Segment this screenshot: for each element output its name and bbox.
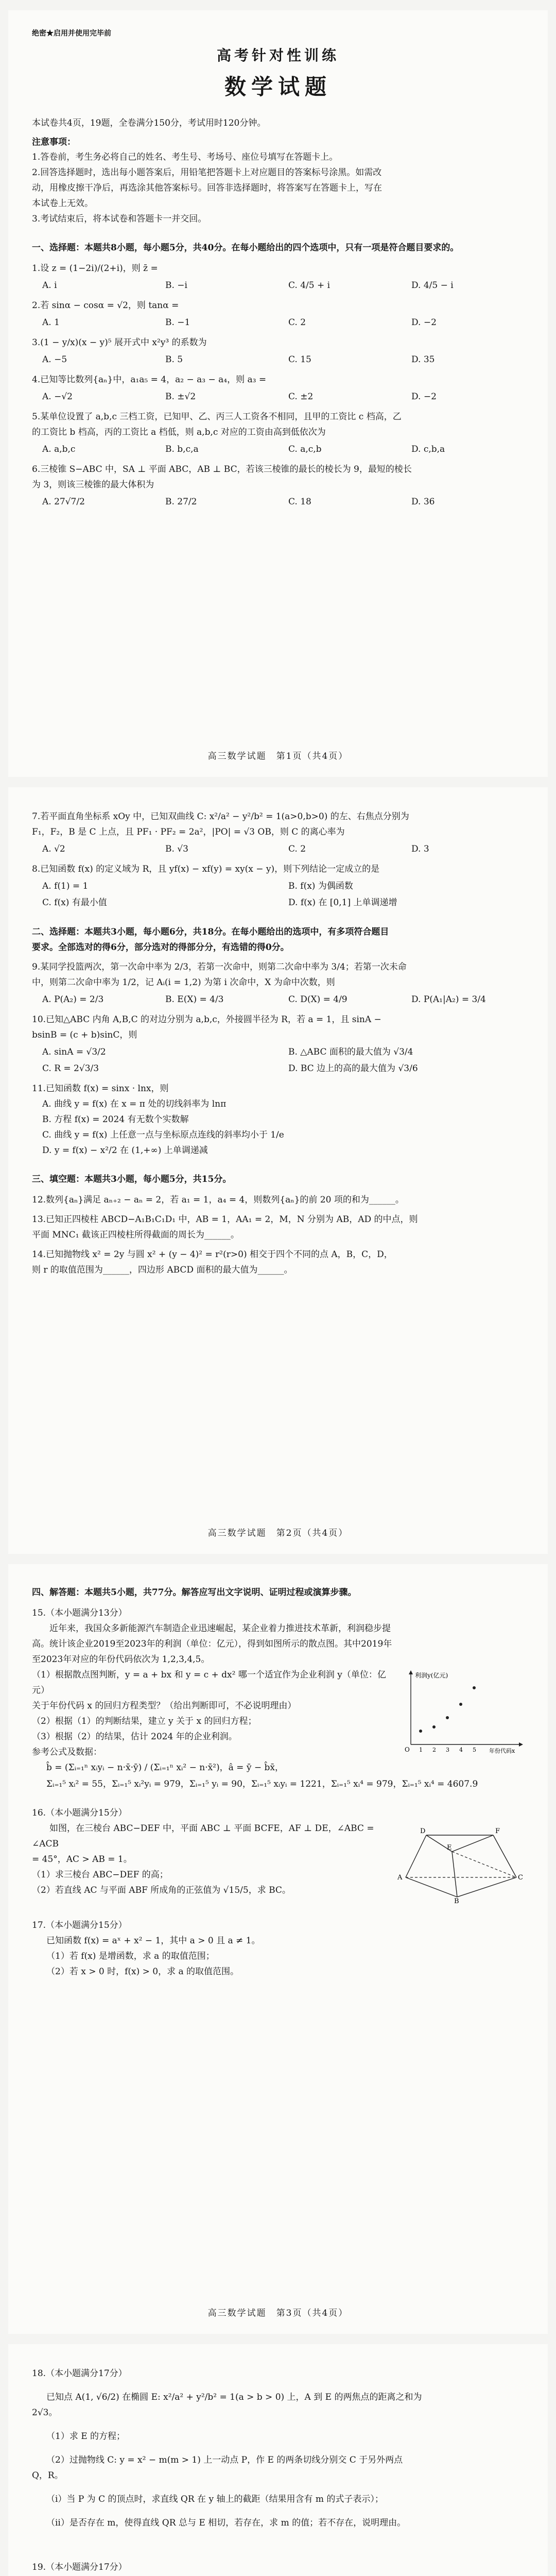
option: D. 4/5 − i — [411, 280, 454, 291]
option: B. −i — [165, 280, 187, 291]
question-10-options — [32, 1044, 524, 1077]
option: B. ±√2 — [165, 392, 196, 402]
option: A. √2 — [42, 844, 65, 854]
question-10: 10.已知△ABC 内角 A,B,C 的对边分别为 a,b,c，外接圆半径为 R，若 a = 1，且 sinA − — [32, 1014, 381, 1025]
question-15-line: （1）根据散点图判断，y = a + bx 和 y = c + dx² 哪一个适宜作为企业利润 y（单位：亿元） — [32, 1670, 386, 1696]
page-4 — [8, 2344, 548, 2576]
scatter-point — [459, 1703, 462, 1706]
section-title: 一、选择题：本题共8小题，每小题5分，共40分。在每小题给出的四个选项中，只有一项是符合题目要求的。 — [32, 243, 459, 253]
option: A. 1 — [42, 317, 60, 328]
question-6-cont: 为 3，则该三棱锥的最大体积为 — [32, 480, 154, 490]
question-2: 2.若 sinα − cosα = √2，则 tanα = — [32, 300, 179, 311]
section-title: 二、选择题：本题共3小题，每小题6分，共18分。在每小题给出的选项中，有多项符合题目 — [32, 927, 389, 937]
question-4-options — [32, 388, 524, 405]
question-15-line: 参考公式及数据： — [32, 1747, 102, 1757]
x-tick: 3 — [446, 1747, 449, 1753]
question-8: 8.已知函数 f(x) 的定义域为 R，且 yf(x) − xf(y) = xy(x − y)，则下列结论一定成立的是 — [32, 864, 380, 874]
option: A. −√2 — [42, 392, 73, 402]
question-18-line: （1）求 E 的方程； — [46, 2431, 126, 2442]
question-8-options — [32, 878, 524, 911]
note-line: 动，用橡皮擦干净后，再选涂其他答案标号。回答非选择题时，将答案写在答题卡上，写在 — [32, 183, 382, 193]
vertex-label: A — [397, 1874, 403, 1882]
question-1: 1.设 z = (1−2i)/(2+i)，则 z̄ = — [32, 263, 158, 274]
page-3 — [8, 1564, 548, 2334]
option: D. −2 — [411, 392, 437, 402]
section-title: 四、解答题：本题共5小题，共77分。解答应写出文字说明、证明过程或演算步骤。 — [32, 1587, 357, 1598]
option: B. f(x) 为偶函数 — [288, 881, 353, 891]
x-tick: 5 — [473, 1747, 476, 1753]
question-12: 12.数列{aₙ}满足 aₙ₊₂ − aₙ = 2，若 a₁ = 1，a₄ = 4，则数列{aₙ}的前 20 项的和为______。 — [32, 1195, 404, 1205]
page-footer: 高三数学试题 第3页（共4页） — [207, 2308, 349, 2318]
option: D. 36 — [411, 497, 435, 507]
question-2-options — [32, 314, 524, 331]
page-2 — [8, 787, 548, 1554]
option: C. 4/5 + i — [288, 280, 331, 291]
question-5-cont: 的工资比 b 档高，丙的工资比 a 档低，则 a,b,c 对应的工资由高到低依次为 — [32, 427, 326, 437]
option: A. P(A₂) = 2/3 — [42, 994, 104, 1005]
question-1-options — [32, 277, 524, 294]
question-15-line: 高。统计该企业2019至2023年的利润（单位：亿元），得到如图所示的散点图。其中2019年 — [32, 1639, 392, 1649]
question-16-body — [32, 1821, 524, 1905]
exam-subtitle: 数学试题 — [224, 74, 332, 99]
option: D. f(x) 在 [0,1] 上单调递增 — [288, 897, 397, 908]
x-tick: 4 — [459, 1747, 463, 1753]
question-10-cont: bsinB = (c + b)sinC，则 — [32, 1030, 137, 1040]
vertex-label: D — [420, 1827, 426, 1835]
option: C. ±2 — [288, 392, 314, 402]
option: D. y = f(x) − x²/2 在 (1,+∞) 上单调递减 — [42, 1145, 208, 1156]
question-7: 7.若平面直角坐标系 xOy 中，已知双曲线 C: x²/a² − y²/b² = 1(a>0,b>0) 的左、右焦点分别为 — [32, 811, 409, 822]
question-4: 4.已知等比数列{aₙ}中，a₁a₅ = 4，a₂ − a₃ − a₄，则 a₃ = — [32, 375, 267, 385]
option: A. i — [42, 280, 57, 291]
question-16-line: = 45°，AC > AB = 1。 — [32, 1854, 132, 1865]
option: B. b,c,a — [165, 444, 199, 454]
vertex-label: F — [495, 1827, 500, 1835]
option: A. 曲线 y = f(x) 在 x = π 处的切线斜率为 lnπ — [42, 1099, 227, 1109]
question-18-line: 已知点 A(1, √6/2) 在椭圆 E: x²/a² + y²/b² = 1(a > b > 0) 上，A 到 E 的两焦点的距离之和为 — [46, 2392, 422, 2402]
question-16-line: （2）若直线 AC 与平面 ABF 所成角的正弦值为 √15/5，求 BC。 — [32, 1885, 291, 1895]
question-16-head: 16.（本小题满分15分） — [32, 1808, 127, 1818]
note-line: 2.回答选择题时，选出每小题答案后，用铅笔把答题卡上对应题目的答案标号涂黑。如需改 — [32, 167, 382, 178]
question-18-line: （2）过抛物线 C: y = x² − m(m > 1) 上一动点 P，作 E 的两条切线分别交 C 于另外两点 — [46, 2455, 403, 2465]
question-15-line: 近年来，我国众多新能源汽车制造企业迅速崛起，某企业着力推进技术革新，利润稳步提 — [32, 1623, 391, 1634]
note-line: 本试卷上无效。 — [32, 198, 93, 209]
option: D. BC 边上的高的最大值为 √3/6 — [288, 1063, 418, 1074]
option: C. 18 — [288, 497, 311, 507]
note-line: 1.答卷前，考生务必将自己的姓名、考生号、考场号、座位号填写在答题卡上。 — [32, 152, 338, 162]
section-title-cont: 要求。全部选对的得6分，部分选对的得部分分，有选错的得0分。 — [32, 942, 289, 953]
vertex-label: C — [518, 1874, 523, 1882]
question-17-head: 17.（本小题满分15分） — [32, 1920, 127, 1930]
option: B. 27/2 — [165, 497, 197, 507]
frustum-figure — [395, 1821, 524, 1905]
question-18-line: Q，R。 — [32, 2470, 63, 2481]
option: A. f(1) = 1 — [42, 881, 89, 891]
secret-label: 绝密★启用并使用完毕前 — [32, 29, 111, 38]
option: A. 27√7/2 — [42, 497, 85, 507]
frustum-diagram — [395, 1821, 524, 1903]
option: C. 曲线 y = f(x) 上任意一点与坐标原点连线的斜率均小于 1/e — [42, 1130, 284, 1140]
page-footer: 高三数学试题 第1页（共4页） — [207, 751, 349, 761]
option: A. a,b,c — [42, 444, 76, 454]
option: D. P(A₁|A₂) = 3/4 — [411, 994, 486, 1005]
x-tick: 1 — [419, 1747, 423, 1753]
question-13: 13.已知正四棱柱 ABCD−A₁B₁C₁D₁ 中，AB = 1，AA₁ = 2，M，N 分别为 AB，AD 的中点，则 — [32, 1214, 418, 1225]
scatter-point — [432, 1725, 436, 1728]
option: C. 2 — [288, 844, 306, 854]
option: C. D(X) = 4/9 — [288, 994, 348, 1005]
option: B. △ABC 面积的最大值为 √3/4 — [288, 1047, 413, 1057]
question-18-head: 18.（本小题满分17分） — [32, 2368, 127, 2379]
question-17-line: （2）若 x > 0 时，f(x) > 0，求 a 的取值范围。 — [46, 1967, 239, 1977]
option: D. 35 — [411, 354, 435, 365]
option: D. −2 — [411, 317, 437, 328]
question-5: 5.某单位设置了 a,b,c 三档工资，已知甲、乙、丙三人工资各不相同，且甲的工资比 c 档高，乙 — [32, 412, 402, 422]
exam-title: 高考针对性训练 — [216, 47, 339, 64]
question-15-line: 关于年份代码 x 的回归方程类型？（给出判断即可，不必说明理由） — [32, 1701, 297, 1711]
question-16-line: 如图，在三棱台 ABC−DEF 中，平面 ABC ⊥ 平面 BCFE，AF ⊥ DE，∠ABC = ∠ACB — [32, 1823, 374, 1849]
question-19-head: 19.（本小题满分17分） — [32, 2562, 127, 2572]
option: B. −1 — [165, 317, 190, 328]
question-9-options — [32, 991, 524, 1008]
scatter-point — [473, 1686, 476, 1689]
option: D. c,b,a — [411, 444, 445, 454]
scatter-plot — [395, 1667, 524, 1755]
question-16-line: （1）求三棱台 ABC−DEF 的高； — [32, 1870, 168, 1880]
option: C. f(x) 有最小值 — [42, 897, 107, 908]
scatter-point — [446, 1716, 449, 1719]
option: C. a,c,b — [288, 444, 322, 454]
chart-ylabel: 利润y(亿元) — [415, 1672, 448, 1679]
page-1 — [8, 10, 548, 777]
question-18-line: （i）当 P 为 C 的顶点时，求直线 QR 在 y 轴上的截距（结果用含有 m 的式子表示）； — [46, 2494, 384, 2504]
note-line: 3.考试结束后，将本试卷和答题卡一并交回。 — [32, 214, 207, 224]
question-14: 14.已知抛物线 x² = 2y 与圆 x² + (y − 4)² = r²(r>0) 相交于四个不同的点 A，B，C，D， — [32, 1249, 393, 1260]
question-15-line: （3）根据（2）的结果，估计 2024 年的企业利润。 — [32, 1732, 237, 1742]
section-title: 三、填空题：本题共3小题，每小题5分，共15分。 — [32, 1174, 232, 1184]
option: B. √3 — [165, 844, 188, 854]
question-9: 9.某同学投篮两次，第一次命中率为 2/3，若第一次命中，则第二次命中率为 3/4；若第一次未命 — [32, 962, 407, 972]
question-17-line: （1）若 f(x) 是增函数，求 a 的取值范围； — [46, 1951, 215, 1961]
option: C. 15 — [288, 354, 311, 365]
x-tick: 2 — [432, 1747, 436, 1753]
reference-data: Σᵢ₌₁⁵ xᵢ² = 55，Σᵢ₌₁⁵ xᵢ²yᵢ = 979，Σᵢ₌₁⁵ yᵢ = 90，Σᵢ₌₁⁵ xᵢyᵢ = 1221，Σᵢ₌₁⁵ xᵢ⁴ = 979，Σᵢ₌₁⁵ xᵢ⁴ = 4607.9 — [46, 1779, 478, 1789]
regression-formula: b̂ = (Σᵢ₌₁ⁿ xᵢyᵢ − n·x̄·ȳ) / (Σᵢ₌₁ⁿ xᵢ² − n·x̄²)，â = ȳ − b̂x̄， — [46, 1762, 284, 1773]
question-6-options — [32, 494, 524, 510]
question-9-cont: 中，则第二次命中率为 1/2，记 Aᵢ(i = 1,2) 为第 i 次命中，X 为命中次数，则 — [32, 977, 335, 988]
chart-origin: O — [405, 1746, 410, 1753]
question-7-options — [32, 841, 524, 857]
question-18-line: 2√3。 — [32, 2408, 58, 2418]
question-15-line: （2）根据（1）的判断结果，建立 y 关于 x 的回归方程； — [32, 1716, 257, 1726]
vertex-label: E — [447, 1844, 452, 1852]
option: D. 3 — [411, 844, 429, 854]
chart-xlabel: 年份代码x — [489, 1748, 515, 1754]
exam-info: 本试卷共4页，19题，全卷满分150分，考试用时120分钟。 — [32, 118, 266, 128]
option: B. E(X) = 4/3 — [165, 994, 224, 1005]
option: C. R = 2√3/3 — [42, 1063, 99, 1074]
question-15-body — [32, 1667, 524, 1760]
option: B. 方程 f(x) = 2024 有无数个实数解 — [42, 1114, 189, 1125]
question-3-options — [32, 351, 524, 368]
question-11: 11.已知函数 f(x) = sinx · lnx，则 — [32, 1083, 169, 1094]
question-18-line: （ii）是否存在 m，使得直线 QR 总与 E 相切，若存在，求 m 的值；若不存在，说明理由。 — [46, 2518, 406, 2528]
question-15-head: 15.（本小题满分13分） — [32, 1608, 127, 1618]
question-17-line: 已知函数 f(x) = aˣ + x² − 1，其中 a > 0 且 a ≠ 1。 — [46, 1936, 260, 1946]
question-6: 6.三棱锥 S−ABC 中，SA ⊥ 平面 ABC，AB ⊥ BC，若该三棱锥的最长的棱长为 9，最短的棱长 — [32, 464, 412, 474]
page-footer: 高三数学试题 第2页（共4页） — [207, 1528, 349, 1538]
question-3: 3.(1 − y/x)(x − y)⁵ 展开式中 x²y³ 的系数为 — [32, 337, 207, 348]
scatter-point — [419, 1730, 422, 1733]
question-13-cont: 平面 MNC₁ 截该正四棱柱所得截面的周长为______。 — [32, 1230, 239, 1240]
question-7-cont: F₁，F₂，B 是 C 上点，且 PF₁ · PF₂ = 2a²，|PO| = √3 OB，则 C 的离心率为 — [32, 827, 345, 837]
option: C. 2 — [288, 317, 306, 328]
vertex-label: B — [454, 1897, 459, 1903]
option: B. 5 — [165, 354, 183, 365]
option: A. sinA = √3/2 — [42, 1047, 106, 1057]
question-5-options — [32, 441, 524, 457]
scatter-plot-figure — [395, 1667, 524, 1760]
question-15-line: 至2023年对应的年份代码依次为 1,2,3,4,5。 — [32, 1654, 210, 1665]
question-14-cont: 则 r 的取值范围为______，四边形 ABCD 面积的最大值为______。 — [32, 1265, 293, 1275]
notes-title: 注意事项： — [32, 137, 76, 147]
option: A. −5 — [42, 354, 67, 365]
